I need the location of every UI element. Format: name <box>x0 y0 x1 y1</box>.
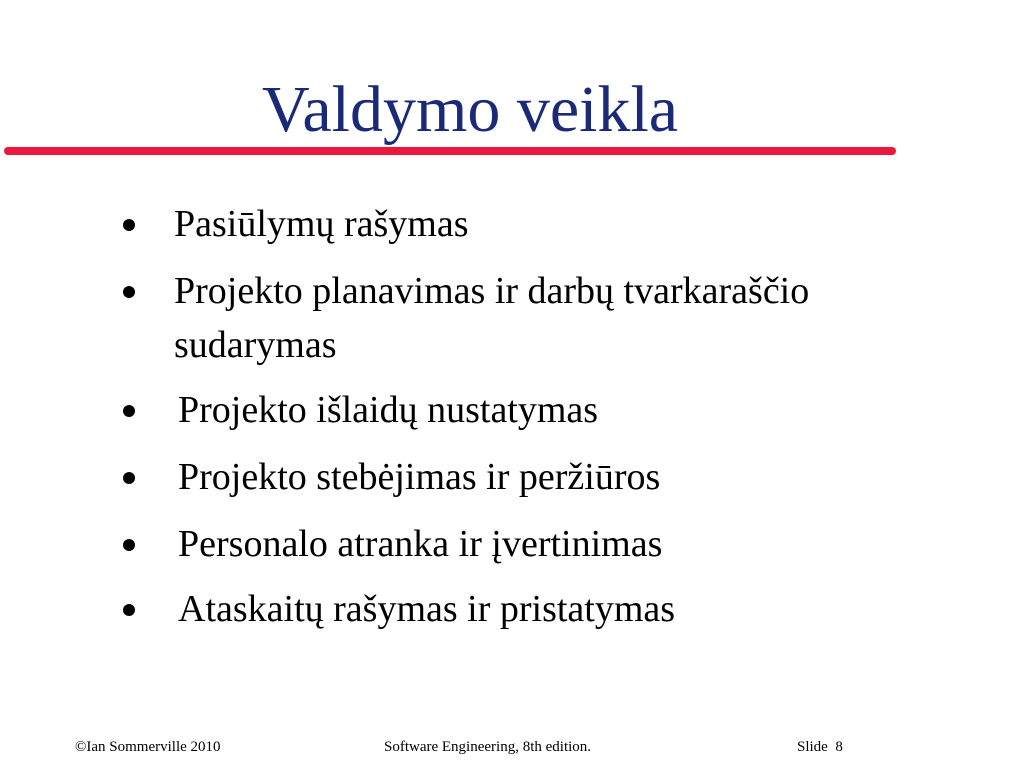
slide-number: 8 <box>835 739 843 755</box>
bullet-text: Projekto išlaidų nustatymas <box>178 389 599 431</box>
bullet-dot-icon <box>123 539 135 551</box>
footer-book-title: Software Engineering, 8th edition. <box>384 739 592 755</box>
bullet-dot-icon <box>123 604 135 616</box>
footer-slide-number <box>797 738 843 756</box>
bullet-text: Projekto stebėjimas ir peržiūros <box>178 456 661 498</box>
slide-label: Slide <box>797 739 828 755</box>
bullet-dot-icon <box>123 286 135 298</box>
slide-title: Valdymo veikla <box>262 73 679 146</box>
bullet-dot-icon <box>123 472 135 484</box>
bullet-text: Projekto planavimas ir darbų tvarkaraščio <box>174 270 810 312</box>
bullet-text: Ataskaitų rašymas ir pristatymas <box>178 588 676 630</box>
bullet-dot-icon <box>123 219 135 231</box>
bullet-text: Personalo atranka ir įvertinimas <box>178 523 663 565</box>
bullet-dot-icon <box>123 405 135 417</box>
bullet-text-continuation: sudarymas <box>174 324 337 366</box>
bullet-text: Pasiūlymų rašymas <box>174 203 469 245</box>
footer-copyright: ©Ian Sommerville 2010 <box>75 739 221 755</box>
